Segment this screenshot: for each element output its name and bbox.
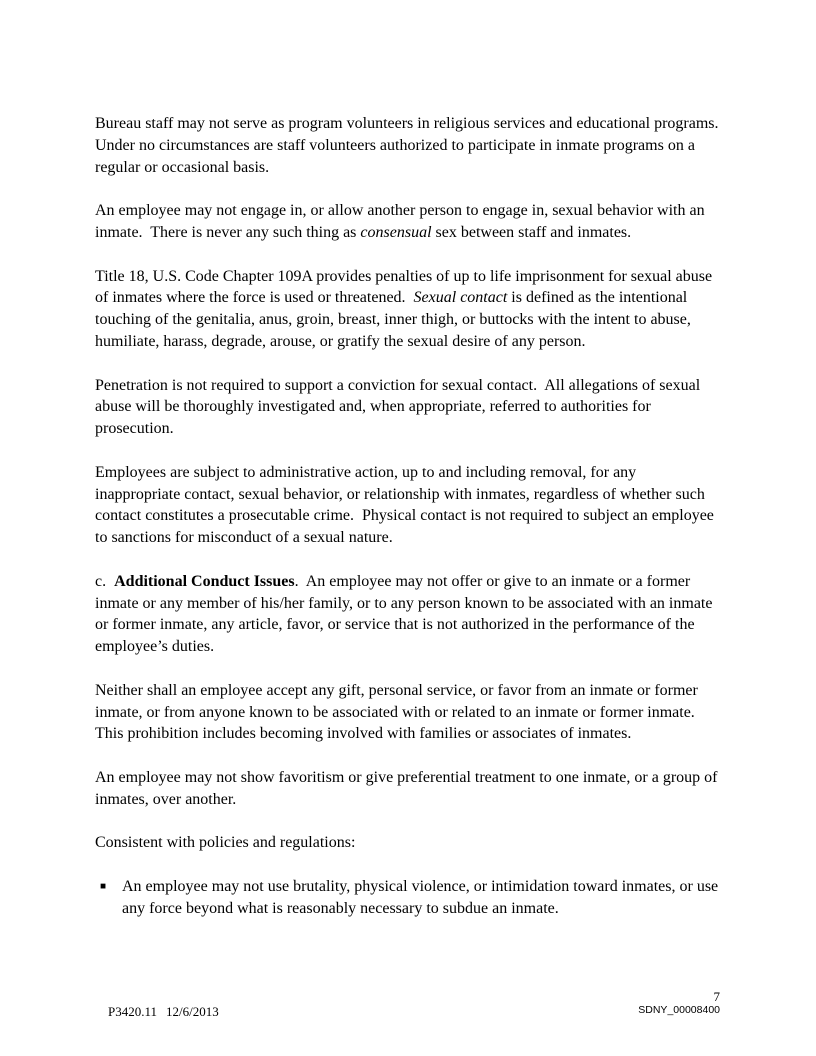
footer-doc-number: P3420.11: [108, 1004, 157, 1019]
page-footer-left: [95, 989, 219, 1034]
footer-doc-date: 12/6/2013: [166, 1004, 219, 1019]
bates-number: SDNY_00008400: [638, 1004, 720, 1016]
paragraph: [95, 462, 721, 549]
paragraph-text: An employee may not use brutality, physical violence, or intimidation toward inmates, or use any force beyond what is reasonably necessary to subdue an inmate.: [122, 877, 723, 917]
paragraph: [95, 680, 721, 745]
page-number: 7: [713, 989, 720, 1004]
paragraph: [95, 200, 721, 244]
paragraph: [95, 767, 721, 811]
paragraph-text: Neither shall an employee accept any gift, personal service, or favor from an inmate or former inmate, or from anyone known to be associated with or related to an inmate or former inmate. This prohibition includes becoming involved with families or associates of inmates.: [95, 681, 703, 743]
paragraph-text: Title 18, U.S. Code Chapter 109A provides penalties of up to life imprisonment for sexual abuse of inmates where the force is used or threatened. Sexual contact is defined as the intentional touching of the genitalia, anus, groin, breast, inner thigh, or buttocks with the intent to abuse, humiliate, harass, degrade, arouse, or gratify the sexual desire of any person.: [95, 267, 717, 350]
paragraph-text: Consistent with policies and regulations:: [95, 834, 356, 852]
paragraph: [95, 571, 721, 658]
document-body: [95, 113, 727, 941]
paragraph: [95, 375, 721, 440]
paragraph-text: Penetration is not required to support a conviction for sexual contact. All allegations of sexual abuse will be thoroughly investigated and, when appropriate, referred to authorities for prosecution.: [95, 376, 705, 438]
paragraph: [95, 113, 727, 178]
bullet-item: [95, 876, 721, 920]
paragraph-text: Bureau staff may not serve as program volunteers in religious services and educational programs. Under no circumstances are staff volunteers authorized to participate in inmate programs on a regular or occasional basis.: [95, 115, 727, 176]
paragraph-text: c. Additional Conduct Issues. An employee may not offer or give to an inmate or a former inmate or any member of his/her family, or to any person known to be associated with an inmate or former inmate, any article, favor, or service that is not authorized in the performance of the employee’s duties.: [95, 572, 717, 656]
paragraph: [95, 266, 721, 353]
square-bullet-icon: ■: [100, 880, 107, 892]
paragraph-text: An employee may not engage in, or allow another person to engage in, sexual behavior with an inmate. There is never any such thing as consensual sex between staff and inmates.: [95, 202, 709, 241]
paragraph-text: An employee may not show favoritism or give preferential treatment to one inmate, or a group of inmates, over another.: [95, 768, 722, 808]
paragraph: [95, 832, 721, 854]
paragraph-text: Employees are subject to administrative action, up to and including removal, for any inappropriate contact, sexual behavior, or relationship with inmates, regardless of whether such contact constitutes a prosecutable crime. Physical contact is not required to subject an employee to sanctions for misconduct of a sexual nature.: [95, 463, 718, 547]
